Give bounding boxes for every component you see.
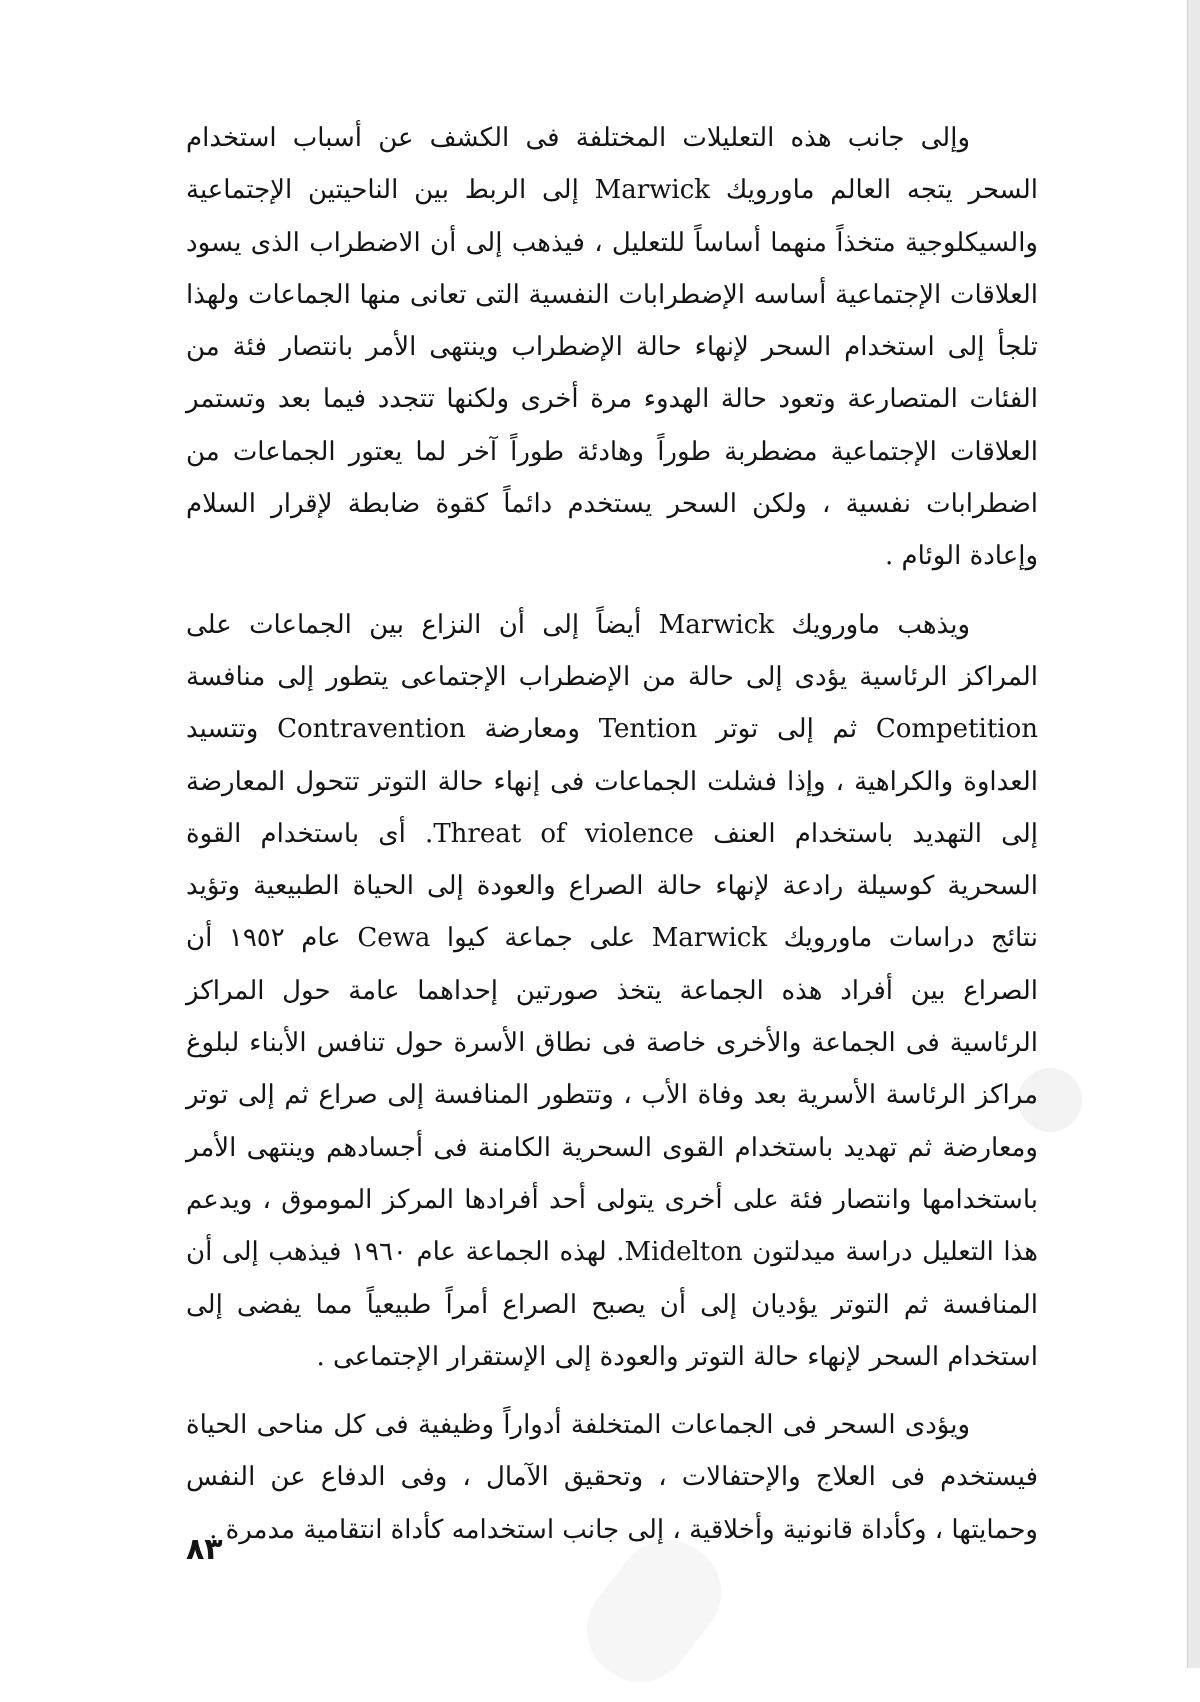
page-edge — [1187, 0, 1200, 1668]
paragraph-3: ويؤدى السحر فى الجماعات المتخلفة أدواراً وظيفية فى كل مناحى الحياة فيستخدم فى العلاج والإحتفالات ، وتحقيق الآمال ، وفى الدفاع عن النفس وحمايتها ، وكأداة قانونية وأخلاقية ، إلى جانب استخدامه كأداة انتقامية مدمرة . — [186, 1410, 1038, 1545]
page-number: ٨٣ — [186, 1532, 223, 1567]
page-body — [186, 112, 1038, 1556]
paragraph-2: ويذهب ماورويك Marwick أيضاً إلى أن النزاع بين الجماعات على المراكز الرئاسية يؤدى إلى حالة من الإضطراب الإجتماعى يتطور إلى منافسة Competition ثم إلى توتر Tention ومعارضة Contravention وتتسيد العداوة والكراهية ، وإذا فشلت الجماعات فى إنهاء حالة التوتر تتحول المعارضة إلى التهديد باستخدام العنف Threat of violence. أى باستخدام القوة السحرية كوسيلة رادعة لإنهاء حالة الصراع والعودة إلى الحياة الطبيعية وتؤيد نتائج دراسات ماورويك Marwick على جماعة كيوا Cewa عام ١٩٥٢ أن الصراع بين أفراد هذه الجماعة يتخذ صورتين إحداهما عامة حول المراكز الرئاسية فى الجماعة والأخرى خاصة فى نطاق الأسرة حول تنافس الأبناء لبلوغ مراكز الرئاسة الأسرية بعد وفاة الأب ، وتتطور المنافسة إلى صراع ثم إلى توتر ومعارضة ثم تهديد باستخدام القوى السحرية الكامنة فى أجسادهم وينتهى الأمر باستخدامها وانتصار فئة على أخرى يتولى أحد أفرادها المركز الموموق ، ويدعم هذا التعليل دراسة ميدلتون Midelton. لهذه الجماعة عام ١٩٦٠ فيذهب إلى أن المنافسة ثم التوتر يؤديان إلى أن يصبح الصراع أمراً طبيعياً مما يفضى إلى استخدام السحر لإنهاء حالة التوتر والعودة إلى الإستقرار الإجتماعى . — [186, 609, 1038, 1372]
paragraph-1: وإلى جانب هذه التعليلات المختلفة فى الكشف عن أسباب استخدام السحر يتجه العالم ماورويك Marwick إلى الربط بين الناحيتين الإجتماعية والسيكلوجية متخذاً منهما أساساً للتعليل ، فيذهب إلى أن الاضطراب الذى يسود العلاقات الإجتماعية أساسه الإضطرابات النفسية التى تعانى منها الجماعات ولهذا تلجأ إلى استخدام السحر لإنهاء حالة الإضطراب وينتهى الأمر بانتصار فئة من الفئات المتصارعة وتعود حالة الهدوء مرة أخرى ولكنها تتجدد فيما بعد وتستمر العلاقات الإجتماعية مضطربة طوراً وهادئة طوراً آخر لما يعتور الجماعات من اضطرابات نفسية ، ولكن السحر يستخدم دائماً كقوة ضابطة لإقرار السلام وإعادة الوئام . — [186, 123, 1038, 572]
